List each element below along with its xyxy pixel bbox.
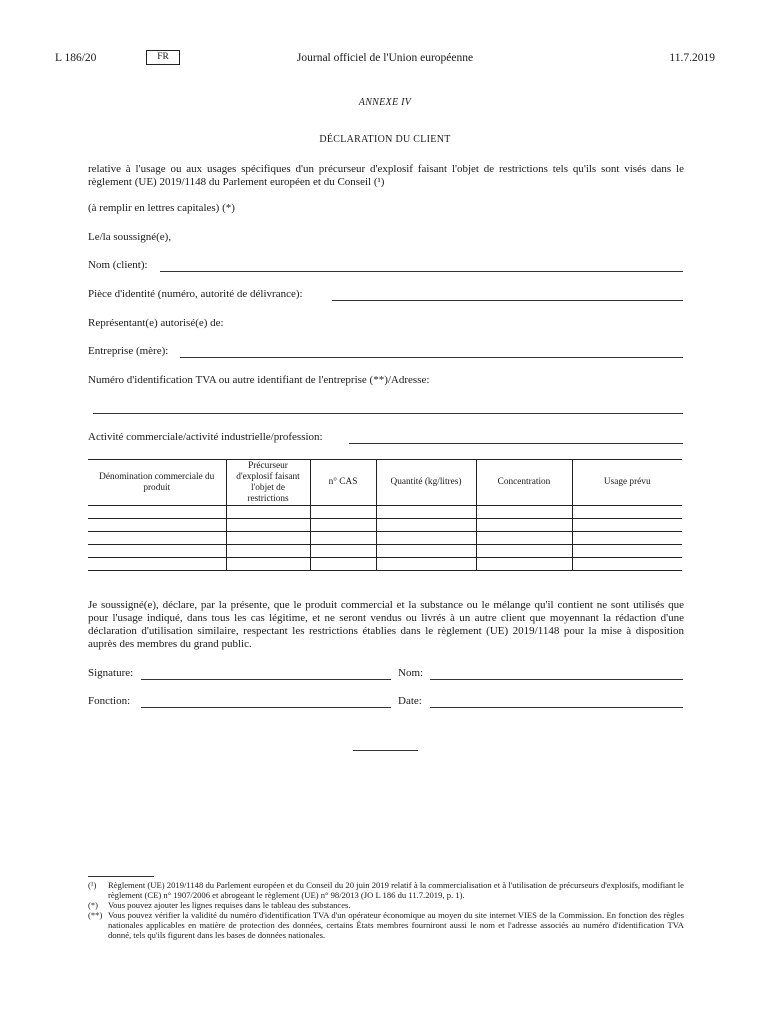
table-cell[interactable] bbox=[310, 558, 376, 571]
table-cell[interactable] bbox=[310, 532, 376, 545]
id-document-field[interactable] bbox=[332, 300, 683, 301]
id-document-label: Pièce d'identité (numéro, autorité de délivrance): bbox=[88, 288, 303, 300]
representative-label: Représentant(e) autorisé(e) de: bbox=[88, 317, 224, 329]
table-cell[interactable] bbox=[226, 545, 310, 558]
table-cell[interactable] bbox=[476, 506, 572, 519]
table-header-row bbox=[88, 460, 682, 506]
table-cell[interactable] bbox=[572, 558, 682, 571]
signature-field[interactable] bbox=[141, 679, 391, 680]
document-title: DÉCLARATION DU CLIENT bbox=[319, 134, 451, 145]
table-cell[interactable] bbox=[310, 545, 376, 558]
date-field[interactable] bbox=[430, 707, 683, 708]
footnote-mark: (**) bbox=[88, 910, 103, 920]
table-cell[interactable] bbox=[88, 506, 226, 519]
footnote-text: Règlement (UE) 2019/1148 du Parlement européen et du Conseil du 20 juin 2019 relatif à la commercialisation et à l'utilisation de précurseurs d'explosifs, modifiant le règlement (CE) n° 1907/2006 et abrogeant le règlement (UE) n° 98/2013 (JO L 186 du 11.7.2019, p. 1). bbox=[108, 880, 684, 900]
column-header: n° CAS bbox=[310, 460, 376, 506]
declaration-text: Je soussigné(e), déclare, par la présente, que le produit commercial et la substance ou le mélange qu'il contient ne sont utilisés que pour l'usage indiqué, dans tous les cas légitime, et ne seront vendus ou livrés à un autre client que moyennant la rédaction d'une déclaration d'utilisation similaire, respectant les restrictions établies dans le règlement (UE) 2019/1148 pour la mise à disposition auprès des membres du grand public. bbox=[88, 599, 684, 650]
table-cell[interactable] bbox=[376, 506, 476, 519]
table-cell[interactable] bbox=[476, 519, 572, 532]
client-name-field[interactable] bbox=[160, 271, 683, 272]
table-cell[interactable] bbox=[572, 506, 682, 519]
undersigned-label: Le/la soussigné(e), bbox=[88, 231, 172, 243]
table-cell[interactable] bbox=[572, 532, 682, 545]
table-cell[interactable] bbox=[572, 545, 682, 558]
column-header: Quantité (kg/litres) bbox=[376, 460, 476, 506]
vat-label: Numéro d'identification TVA ou autre identifiant de l'entreprise (**)/Adresse: bbox=[88, 374, 430, 386]
activity-label: Activité commerciale/activité industrielle/profession: bbox=[88, 431, 323, 443]
activity-field[interactable] bbox=[349, 443, 683, 444]
table-row bbox=[88, 532, 682, 545]
end-separator bbox=[353, 750, 418, 751]
footnote-mark: (¹) bbox=[88, 880, 97, 890]
table-cell[interactable] bbox=[376, 532, 476, 545]
page-reference: L 186/20 bbox=[55, 52, 97, 64]
table-cell[interactable] bbox=[226, 532, 310, 545]
table-row bbox=[88, 506, 682, 519]
table-row bbox=[88, 545, 682, 558]
footnote-item bbox=[88, 910, 684, 940]
table-cell[interactable] bbox=[88, 545, 226, 558]
table-row bbox=[88, 558, 682, 571]
signer-name-label: Nom: bbox=[398, 667, 424, 679]
company-label: Entreprise (mère): bbox=[88, 345, 169, 357]
language-badge: FR bbox=[146, 50, 180, 65]
table-cell[interactable] bbox=[476, 545, 572, 558]
company-field[interactable] bbox=[180, 357, 683, 358]
footnote-separator bbox=[88, 876, 154, 877]
function-label: Fonction: bbox=[88, 695, 131, 707]
table-cell[interactable] bbox=[476, 558, 572, 571]
footnote-item bbox=[88, 900, 684, 910]
table-cell[interactable] bbox=[310, 519, 376, 532]
table-cell[interactable] bbox=[88, 519, 226, 532]
table-cell[interactable] bbox=[310, 506, 376, 519]
table-cell[interactable] bbox=[476, 532, 572, 545]
publication-date: 11.7.2019 bbox=[669, 52, 715, 64]
footnote-text: Vous pouvez ajouter les lignes requises dans le tableau des substances. bbox=[108, 900, 351, 910]
table-cell[interactable] bbox=[88, 532, 226, 545]
column-header: Concentration bbox=[476, 460, 572, 506]
table-cell[interactable] bbox=[376, 545, 476, 558]
footnote-item bbox=[88, 880, 684, 900]
table-cell[interactable] bbox=[226, 558, 310, 571]
annex-title: ANNEXE IV bbox=[358, 97, 412, 108]
signature-label: Signature: bbox=[88, 667, 134, 679]
intro-text: relative à l'usage ou aux usages spécifiques d'un précurseur d'explosif faisant l'objet de restrictions tels qu'ils sont visés dans le règlement (UE) 2019/1148 du Parlement européen et du Conseil (¹) bbox=[88, 163, 684, 188]
fill-instruction: (à remplir en lettres capitales) (*) bbox=[88, 202, 235, 214]
journal-title: Journal officiel de l'Union européenne bbox=[296, 52, 474, 64]
table-cell[interactable] bbox=[226, 519, 310, 532]
substances-table bbox=[88, 459, 682, 571]
footnotes bbox=[88, 880, 684, 940]
table-cell[interactable] bbox=[376, 519, 476, 532]
date-label: Date: bbox=[398, 695, 422, 707]
footnote-text: Vous pouvez vérifier la validité du numéro d'identification TVA d'un opérateur économique au moyen du site internet VIES de la Commission. En fonction des règles nationales applicables en matière de protection des données, certains États membres fourniront aussi le nom et l'adresse associés au numéro d'identification TVA donné, tels qu'ils figurent dans les bases de données nationales. bbox=[108, 910, 684, 940]
table-cell[interactable] bbox=[376, 558, 476, 571]
table-cell[interactable] bbox=[88, 558, 226, 571]
table-cell[interactable] bbox=[572, 519, 682, 532]
vat-address-field[interactable] bbox=[93, 413, 683, 414]
signer-name-field[interactable] bbox=[430, 679, 683, 680]
footnote-mark: (*) bbox=[88, 900, 99, 910]
column-header: Dénomination commerciale du produit bbox=[88, 460, 226, 506]
column-header: Précurseur d'explosif faisant l'objet de restrictions bbox=[226, 460, 310, 506]
column-header: Usage prévu bbox=[572, 460, 682, 506]
table-row bbox=[88, 519, 682, 532]
table-cell[interactable] bbox=[226, 506, 310, 519]
client-name-label: Nom (client): bbox=[88, 259, 148, 271]
function-field[interactable] bbox=[141, 707, 391, 708]
